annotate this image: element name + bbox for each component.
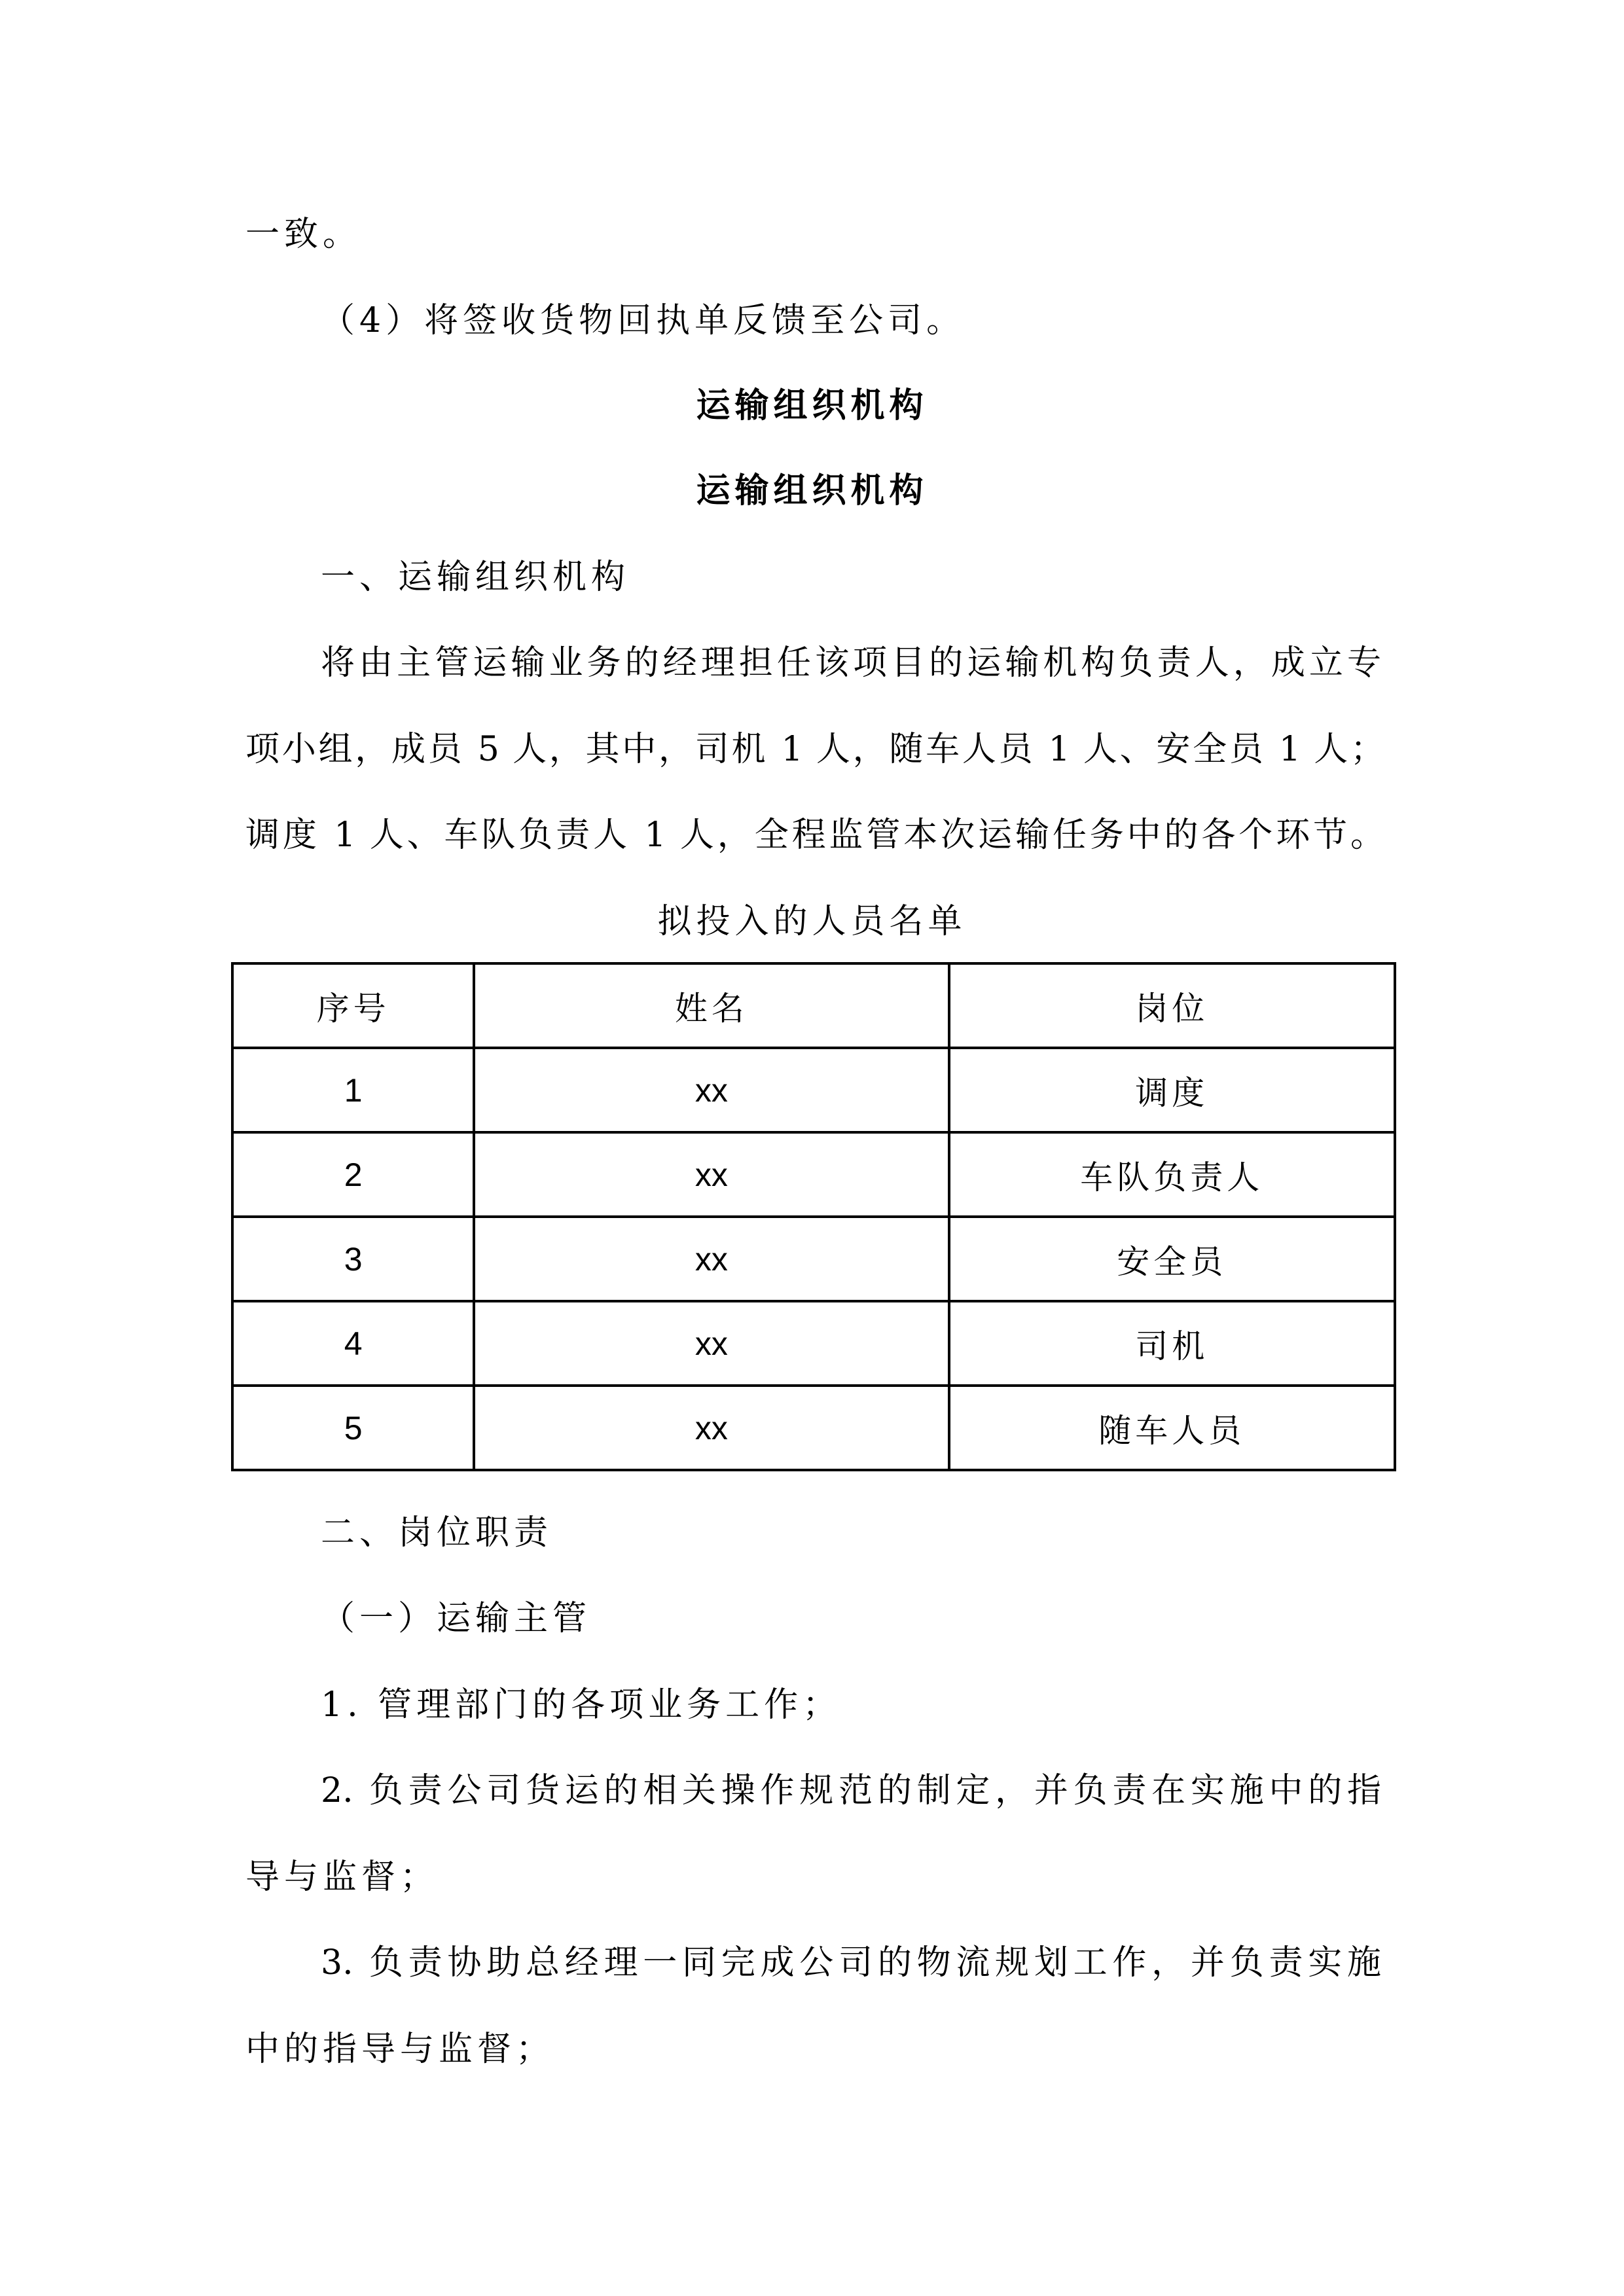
duty-item-3-line-2: 中的指导与监督； (245, 2030, 555, 2069)
subsection-1-heading: （一）运输主管 (321, 1599, 592, 1638)
cell-name: xx (474, 1386, 948, 1470)
section-1-paragraph-line-1: 将由主管运输业务的经理担任该项目的运输机构负责人，成立专 (321, 643, 1381, 683)
cell-position: 司机 (949, 1301, 1395, 1386)
section-2-heading: 二、岗位职责 (321, 1513, 553, 1552)
cell-index: 5 (232, 1386, 474, 1470)
cell-name: xx (474, 1048, 948, 1132)
cell-position: 随车人员 (949, 1386, 1395, 1470)
section-1-heading: 一、运输组织机构 (321, 558, 630, 597)
section-title-repeat: 运输组织机构 (696, 471, 928, 511)
table-row (232, 1301, 1395, 1386)
cell-name: xx (474, 1132, 948, 1217)
section-1-paragraph-line-3: 调度 1 人、车队负责人 1 人，全程监管本次运输任务中的各个环节。 (245, 816, 1384, 855)
table-header-row (232, 963, 1395, 1048)
cell-index: 2 (232, 1132, 474, 1217)
cell-index: 1 (232, 1048, 474, 1132)
section-1-paragraph-line-2: 项小组，成员 5 人，其中，司机 1 人，随车人员 1 人、安全员 1 人； (245, 730, 1384, 769)
table-row (232, 1132, 1395, 1217)
duty-item-1: 1. 管理部门的各项业务工作； (321, 1685, 842, 1725)
header-cell-name: 姓名 (474, 963, 948, 1048)
cell-index: 3 (232, 1217, 474, 1301)
cell-position: 调度 (949, 1048, 1395, 1132)
table-row (232, 1386, 1395, 1470)
header-cell-index: 序号 (232, 963, 474, 1048)
cell-name: xx (474, 1217, 948, 1301)
table-caption: 拟投入的人员名单 (657, 902, 967, 941)
continuation-text: 一致。 (245, 215, 362, 254)
cell-name: xx (474, 1301, 948, 1386)
item-4-text: （4）将签收货物回执单反馈至公司。 (321, 301, 965, 340)
staff-table (231, 962, 1396, 1471)
duty-item-3-line-1: 3. 负责协助总经理一同完成公司的物流规划工作，并负责实施 (321, 1943, 1381, 1982)
header-cell-position: 岗位 (949, 963, 1395, 1048)
section-title: 运输组织机构 (696, 386, 928, 425)
table-row (232, 1048, 1395, 1132)
duty-item-2-line-2: 导与监督； (245, 1857, 439, 1897)
cell-position: 安全员 (949, 1217, 1395, 1301)
cell-position: 车队负责人 (949, 1132, 1395, 1217)
table-row (232, 1217, 1395, 1301)
duty-item-2-line-1: 2. 负责公司货运的相关操作规范的制定，并负责在实施中的指 (321, 1771, 1381, 1810)
cell-index: 4 (232, 1301, 474, 1386)
